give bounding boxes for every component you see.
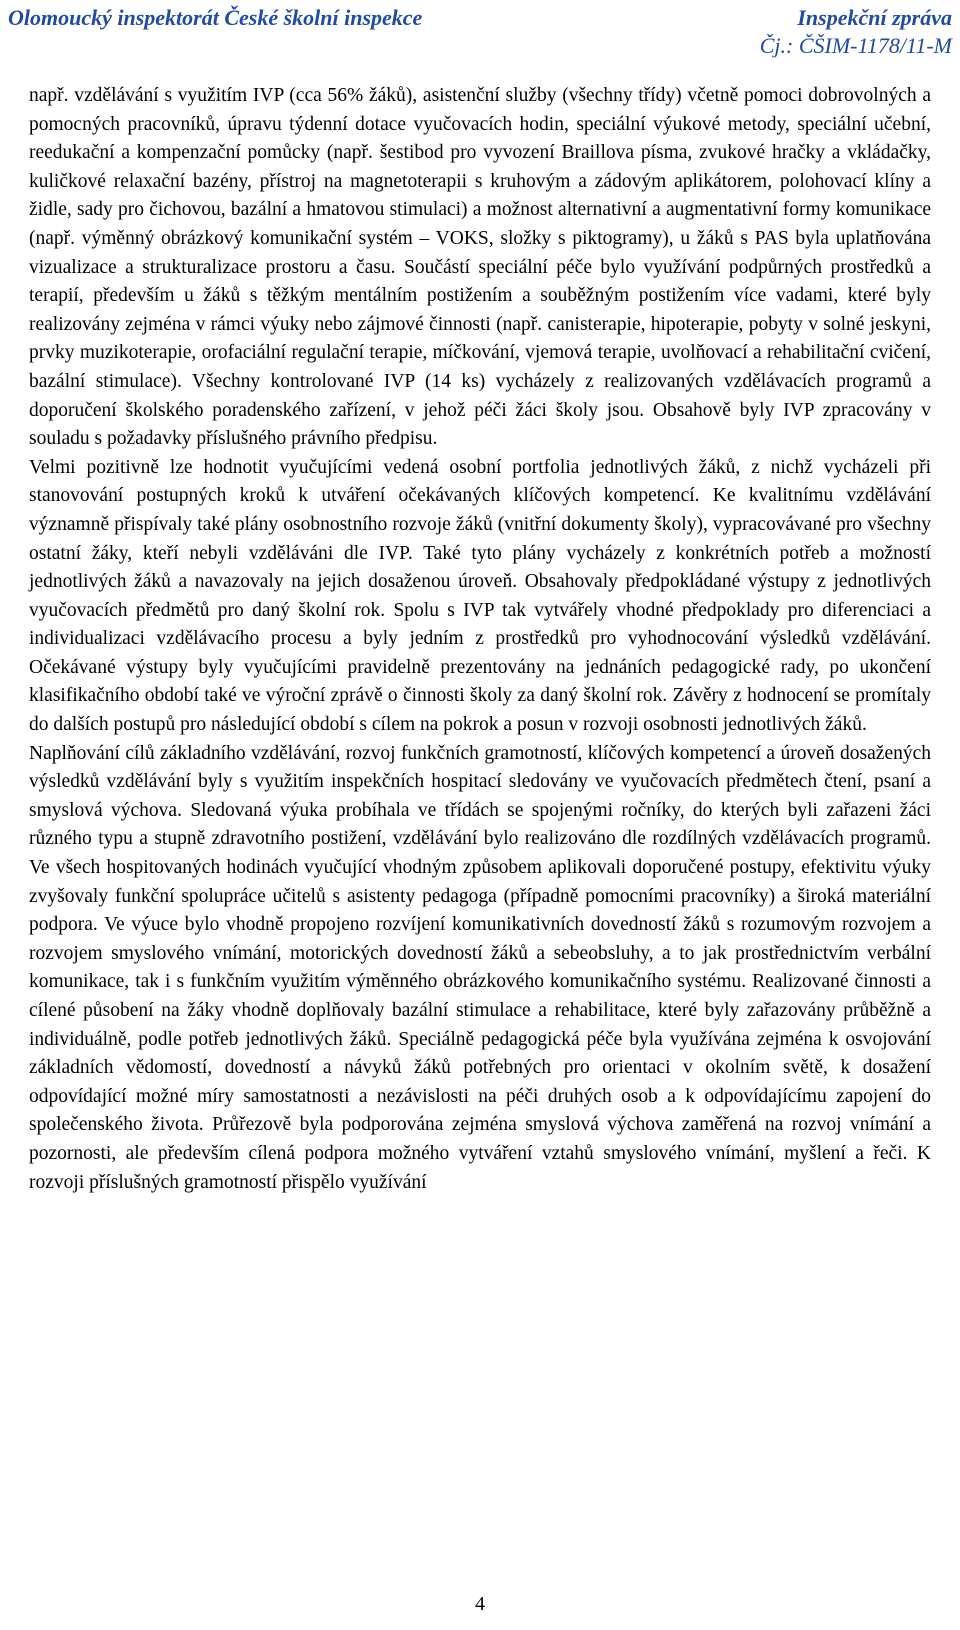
- page-header: [8, 4, 952, 62]
- inspectorate-name: Olomoucký inspektorát České školní inspekce: [8, 5, 423, 30]
- report-title: Inspekční zpráva: [797, 5, 952, 30]
- reference-number: Čj.: ČŠIM-1178/11-M: [759, 33, 952, 58]
- body-text: [29, 82, 931, 1197]
- page-number: 4: [475, 1593, 485, 1615]
- header-right-block: [760, 4, 952, 60]
- paragraph-3: Naplňování cílů základního vzdělávání, rozvoj funkčních gramotností, klíčových kompetencí a úroveň dosažených výsledků vzdělávání byly s využitím inspekčních hospitací sledovány ve vyučovacích předmětech čtení, psaní a smyslová výchova. Sledovaná výuka probíhala ve třídách se spojenými ročníky, do kterých byli zařazeni žáci různého typu a stupně zdravotního postižení, vzdělávání bylo realizováno dle rozdílných vzdělávacích programů. Ve všech hospitovaných hodinách vyučující vhodným způsobem aplikovali doporučené postupy, efektivitu výuky zvyšovaly funkční spolupráce učitelů s asistenty pedagoga (případně pomocními pracovníky) a široká materiální podpora. Ve výuce bylo vhodně propojeno rozvíjení komunikativních dovedností žáků s rozumovým rozvojem a rozvojem smyslového vnímání, motorických dovedností žáků a sebeobsluhy, a to jak prostřednictvím verbální komunikace, tak i s funkčním využitím výměnného obrázkového komunikačního systému. Realizované činnosti a cílené působení na žáky vhodně doplňovaly bazální stimulace a rehabilitace, které byly zařazovány průběžně a individuálně, podle potřeb jednotlivých žáků. Speciálně pedagogická péče byla využívána zejména k osvojování základních vědomostí, dovedností a návyků žáků potřebných pro orientaci v okolním světě, k dosažení odpovídající možné míry samostatnosti a nezávislosti na péči druhých osob a k odpovídajícímu zapojení do společenského života. Průřezově byla podporována zejména smyslová výchova zaměřená na rozvoj vnímání a pozornosti, ale především cílená podpora možného vytváření vztahů smyslového vnímání, myšlení a řeči. K rozvoji příslušných gramotností přispělo využívání: [29, 742, 931, 1193]
- paragraph-1: např. vzdělávání s využitím IVP (cca 56% žáků), asistenční služby (všechny třídy) včetně pomoci dobrovolných a pomocných pracovníků, úpravu týdenní dotace vyučovacích hodin, speciální výukové metody, speciální učební, reedukační a kompenzační pomůcky (např. šestibod pro vyvození Braillova písma, zvukové hračky a vkládačky, kuličkové relaxační bazény, přístroj na magnetoterapii s kruhovým a zádovým aplikátorem, polohovací klíny a židle, sady pro čichovou, bazální a hmatovou stimulaci) a možnost alternativní a augmentativní formy komunikace (např. výměnný obrázkový komunikační systém – VOKS, složky s piktogramy), u žáků s PAS byla uplatňována vizualizace a strukturalizace prostoru a času. Součástí speciální péče bylo využívání podpůrných prostředků a terapií, především u žáků s těžkým mentálním postižením a souběžným postižením více vadami, které byly realizovány zejména v rámci výuky nebo zájmové činnosti (např. canisterapie, hipoterapie, pobyty v solné jeskyni, prvky muzikoterapie, orofaciální regulační terapie, míčkování, vjemová terapie, uvolňovací a rehabilitační cvičení, bazální stimulace). Všechny kontrolované IVP (14 ks) vycházely z realizovaných vzdělávacích programů a doporučení školského poradenského zařízení, v jehož péči žáci školy jsou. Obsahově byly IVP zpracovány v souladu s požadavky příslušného právního předpisu.: [29, 85, 931, 450]
- paragraph-2: Velmi pozitivně lze hodnotit vyučujícími vedená osobní portfolia jednotlivých žáků, z nichž vycházeli při stanovování postupných kroků k utváření očekávaných klíčových kompetencí. Ke kvalitnímu vzdělávání významně přispívaly také plány osobnostního rozvoje žáků (vnitřní dokumenty školy), vypracovávané pro všechny ostatní žáky, kteří nebyli vzděláváni dle IVP. Také tyto plány vycházely z konkrétních potřeb a možností jednotlivých žáků a navazovaly na jejich dosaženou úroveň. Obsahovaly předpokládané výstupy z jednotlivých vyučovacích předmětů pro daný školní rok. Spolu s IVP tak vytvářely vhodné předpoklady pro diferenciaci a individualizaci vzdělávacího procesu a byly jedním z prostředků pro vyhodnocování výsledků vzdělávání. Očekávané výstupy byly vyučujícími pravidelně prezentovány na jednáních pedagogické rady, po ukončení klasifikačního období také ve výroční zprávě o činnosti školy za daný školní rok. Závěry z hodnocení se promítaly do dalších postupů pro následující období s cílem na pokrok a posun v rozvoji osobnosti jednotlivých žáků.: [29, 456, 931, 736]
